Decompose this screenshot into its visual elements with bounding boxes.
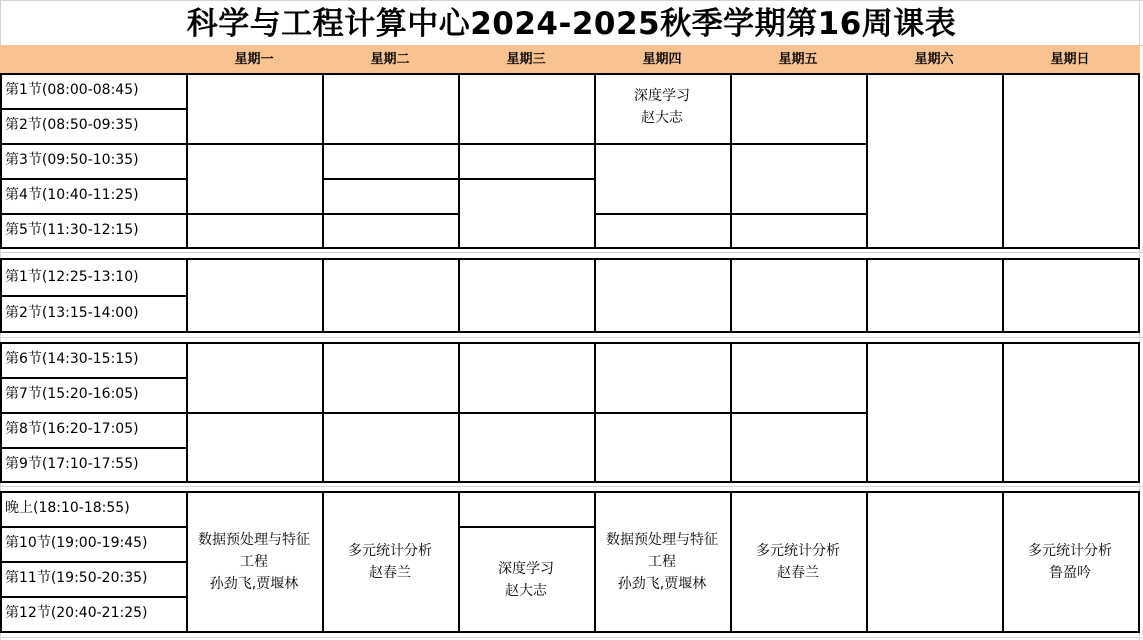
slot-cell <box>1002 258 1140 333</box>
slot-cell <box>186 412 324 483</box>
course-entry <box>594 73 730 143</box>
slot-cell <box>322 213 460 249</box>
period-label: 第11节(19:50-20:35) <box>5 570 148 586</box>
slot-cell <box>322 342 460 414</box>
slot-cell <box>322 143 460 180</box>
slot-cell <box>730 73 868 145</box>
slot-cell <box>458 342 596 414</box>
course-name: 多元统计分析 <box>1028 543 1112 559</box>
course-teacher: 孙劲飞,贾堰林 <box>209 576 299 592</box>
page-title: 科学与工程计算中心2024-2025秋季学期第16周课表 <box>186 6 957 42</box>
slot-cell <box>730 342 868 414</box>
course-name: 多元统计分析 <box>756 543 840 559</box>
slot-cell <box>458 73 596 145</box>
slot-cell <box>458 258 596 333</box>
day-header-wed: 星期三 <box>506 52 546 67</box>
gridline <box>0 637 1143 638</box>
slot-cell <box>458 143 596 180</box>
course-teacher: 赵大志 <box>641 110 683 126</box>
slot-cell <box>730 143 868 215</box>
period-label: 第12节(20:40-21:25) <box>5 605 148 621</box>
course-entry <box>730 491 866 633</box>
period-label: 晚上(18:10-18:55) <box>5 500 130 516</box>
slot-cell <box>186 213 324 249</box>
course-teacher: 赵春兰 <box>777 565 819 581</box>
period-label: 第6节(14:30-15:15) <box>5 351 139 367</box>
slot-cell <box>186 342 324 414</box>
gridline <box>0 337 1143 338</box>
course-name: 多元统计分析 <box>348 543 432 559</box>
slot-cell <box>594 143 732 215</box>
slot-cell <box>594 412 732 483</box>
course-teacher: 赵春兰 <box>369 565 411 581</box>
slot-cell <box>322 258 460 333</box>
course-entry <box>186 491 322 633</box>
period-label: 第9节(17:10-17:55) <box>5 456 139 472</box>
period-label: 第3节(09:50-10:35) <box>5 152 139 168</box>
slot-cell <box>186 143 324 215</box>
day-header-sat: 星期六 <box>914 52 954 67</box>
course-name: 深度学习 <box>634 88 690 104</box>
slot-cell <box>730 213 868 249</box>
slot-cell <box>458 491 596 528</box>
course-entry <box>1002 491 1138 633</box>
slot-cell <box>730 412 868 483</box>
slot-cell <box>1002 73 1140 249</box>
course-name: 数据预处理与特征 <box>198 532 310 548</box>
slot-cell <box>866 491 1004 633</box>
period-label: 第2节(13:15-14:00) <box>5 305 139 321</box>
course-teacher: 鲁盈吟 <box>1049 565 1091 581</box>
slot-cell <box>730 258 868 333</box>
slot-cell <box>322 73 460 145</box>
course-teacher: 孙劲飞,贾堰林 <box>617 576 707 592</box>
course-teacher: 赵大志 <box>505 582 547 599</box>
slot-cell <box>594 342 732 414</box>
course-entry <box>594 491 730 633</box>
period-label: 第10节(19:00-19:45) <box>5 535 148 551</box>
slot-cell <box>594 258 732 333</box>
day-header-thu: 星期四 <box>642 52 682 67</box>
period-label: 第1节(12:25-13:10) <box>5 269 139 285</box>
period-label: 第2节(08:50-09:35) <box>5 117 139 133</box>
course-name: 深度学习 <box>498 560 554 577</box>
slot-cell <box>1002 342 1140 483</box>
slot-cell <box>322 178 460 215</box>
slot-cell <box>458 412 596 483</box>
gridline <box>0 252 1143 253</box>
slot-cell <box>186 73 324 145</box>
slot-cell <box>866 258 1004 333</box>
course-name-line2: 工程 <box>240 554 268 570</box>
period-label: 第5节(11:30-12:15) <box>5 222 139 238</box>
slot-cell <box>594 213 732 249</box>
period-label: 第8节(16:20-17:05) <box>5 421 139 437</box>
period-label: 第4节(10:40-11:25) <box>5 187 139 203</box>
course-entry <box>322 491 458 633</box>
slot-cell <box>322 412 460 483</box>
day-header-mon: 星期一 <box>234 52 274 67</box>
period-label: 第1节(08:00-08:45) <box>5 82 139 98</box>
day-header-fri: 星期五 <box>778 52 818 67</box>
period-label: 第7节(15:20-16:05) <box>5 386 139 402</box>
slot-cell <box>458 178 596 249</box>
course-entry <box>458 528 594 631</box>
slot-cell <box>186 258 324 333</box>
course-name: 数据预处理与特征 <box>606 532 718 548</box>
day-header-sun: 星期日 <box>1050 52 1090 67</box>
course-name-line2: 工程 <box>648 554 676 570</box>
gridline <box>0 486 1143 487</box>
slot-cell <box>866 342 1004 483</box>
day-header-tue: 星期二 <box>370 52 410 67</box>
slot-cell <box>866 73 1004 249</box>
